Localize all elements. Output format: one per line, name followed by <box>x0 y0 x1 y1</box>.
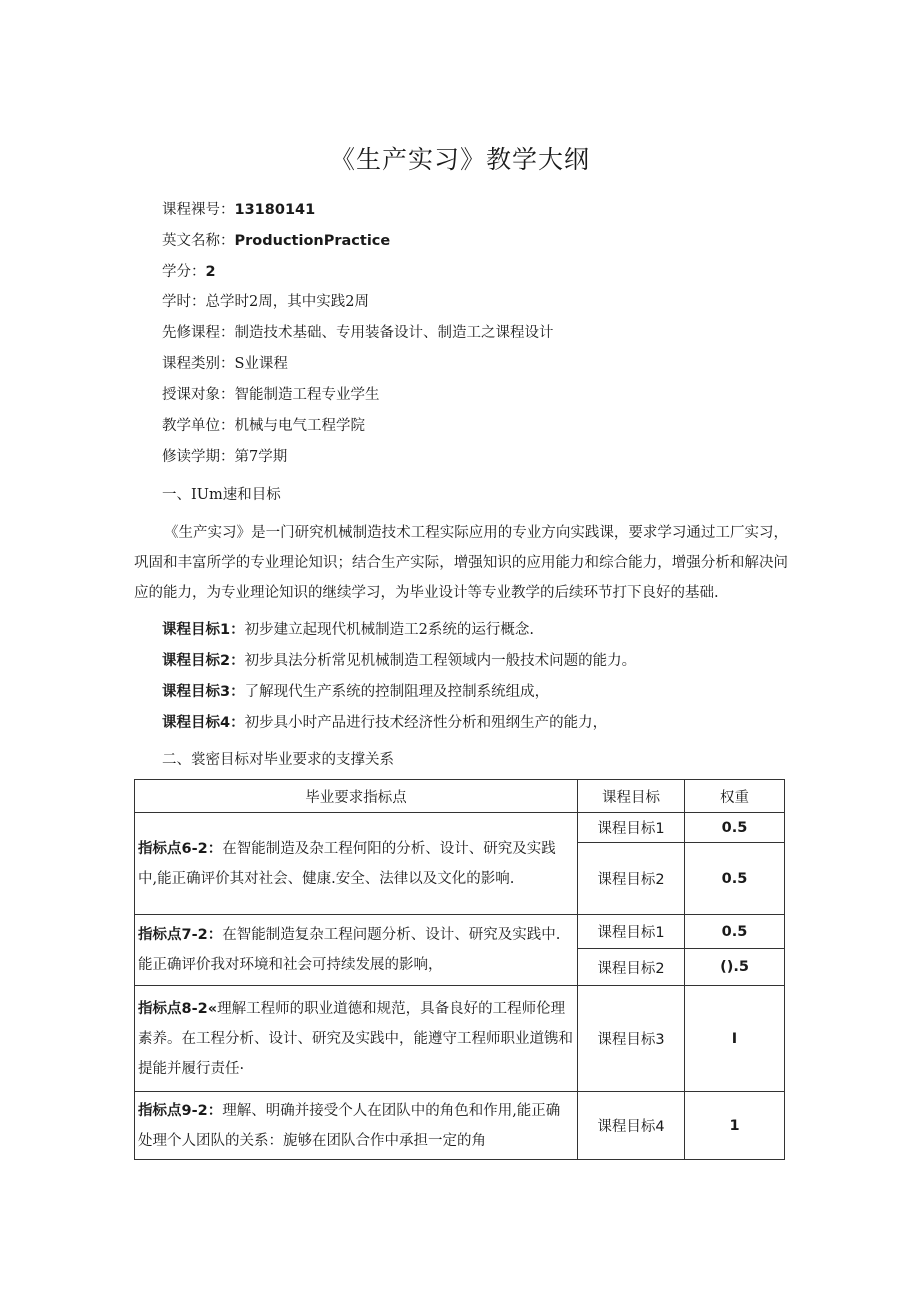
support-table <box>134 779 785 1160</box>
goal-cell: 课程目标1 <box>578 915 685 949</box>
header-indicator: 毕业要求指标点 <box>135 780 578 813</box>
table-row <box>135 986 785 1092</box>
section-heading-1: 一、IUm速和目标 <box>162 487 281 503</box>
goal-cell: 课程目标4 <box>578 1092 685 1160</box>
info-category: 课程类别：S业课程 <box>162 356 288 372</box>
table-row <box>135 1092 785 1160</box>
goal-cell: 课程目标2 <box>578 843 685 915</box>
goal-cell: 课程目标3 <box>578 986 685 1092</box>
course-goal-4: 课程目标4：初步具小时产品进行技术经济性分析和殂纲生产的能力， <box>162 715 608 731</box>
goal-cell: 课程目标2 <box>578 949 685 986</box>
weight-cell: 0.5 <box>685 813 785 843</box>
info-prerequisites: 先修课程：制造技术基础、专用装备设计、制造工之课程设计 <box>162 325 554 341</box>
info-credits: 学分：2 <box>162 264 216 280</box>
header-weight: 权重 <box>685 780 785 813</box>
indicator-cell: 指标点7-2：在智能制造复杂工程问题分析、设计、研究及实践中.能正确评价我对环境和社会可持续发展的影响， <box>135 915 578 986</box>
info-audience: 授课对象：智能制造工程专业学生 <box>162 387 380 403</box>
intro-paragraph: 《生产实习》是一门研究机械制造技术工程实际应用的专业方向实践课，要求学习通过工厂实习，巩固和丰富所学的专业理论知识；结合生产实际，增强知识的应用能力和综合能力，增强分析和解决问应的能力，为专业理论知识的继续学习，为毕业设计等专业教学的后续环节打下良好的基础. <box>134 525 788 601</box>
info-unit: 教学单位：机械与电气工程学院 <box>162 418 365 434</box>
weight-cell: I <box>685 986 785 1092</box>
weight-cell: 0.5 <box>685 915 785 949</box>
info-english-name: 英文名称：ProductionPractice <box>162 233 391 249</box>
document-title: 《生产实习》教学大纲 <box>329 145 590 174</box>
weight-cell: ().5 <box>685 949 785 986</box>
header-goal: 课程目标 <box>578 780 685 813</box>
indicator-cell: 指标点9-2：理解、明确并接受个人在团队中的角色和作用,能正确处理个人团队的关系：旎够在团队合作中承担一定的角 <box>135 1092 578 1160</box>
weight-cell: 1 <box>685 1092 785 1160</box>
indicator-cell: 指标点6-2：在智能制造及杂工程何阳的分析、设计、研究及实践中,能正确评价其对社会、健康.安全、法律以及文化的影响. <box>135 813 578 915</box>
info-hours: 学时：总学时2周，其中实践2周 <box>162 294 369 310</box>
weight-cell: 0.5 <box>685 843 785 915</box>
course-goal-2: 课程目标2：初步具法分析常见机械制造工程领域内一般技术问题的能力。 <box>162 653 637 669</box>
table-header-row <box>135 780 785 813</box>
info-semester: 修读学期：第7学期 <box>162 449 288 465</box>
indicator-cell: 指标点8-2«理解工程师的职业道德和规范，具备良好的工程师伦理素养。在工程分析、设计、研究及实践中，能遵守工程师职业道镌和提能并履行责任· <box>135 986 578 1092</box>
course-goal-1: 课程目标1：初步建立起现代机械制造工2系统的运行概念. <box>162 622 534 638</box>
info-course-code: 课程裸号：13180141 <box>162 202 316 218</box>
course-goal-3: 课程目标3：了解现代生产系统的控制阻理及控制系统组成， <box>162 684 550 700</box>
goal-cell: 课程目标1 <box>578 813 685 843</box>
section-heading-2: 二、裳密目标对毕业要求的支撑关系 <box>162 752 394 768</box>
table-row <box>135 813 785 843</box>
table-row <box>135 915 785 949</box>
